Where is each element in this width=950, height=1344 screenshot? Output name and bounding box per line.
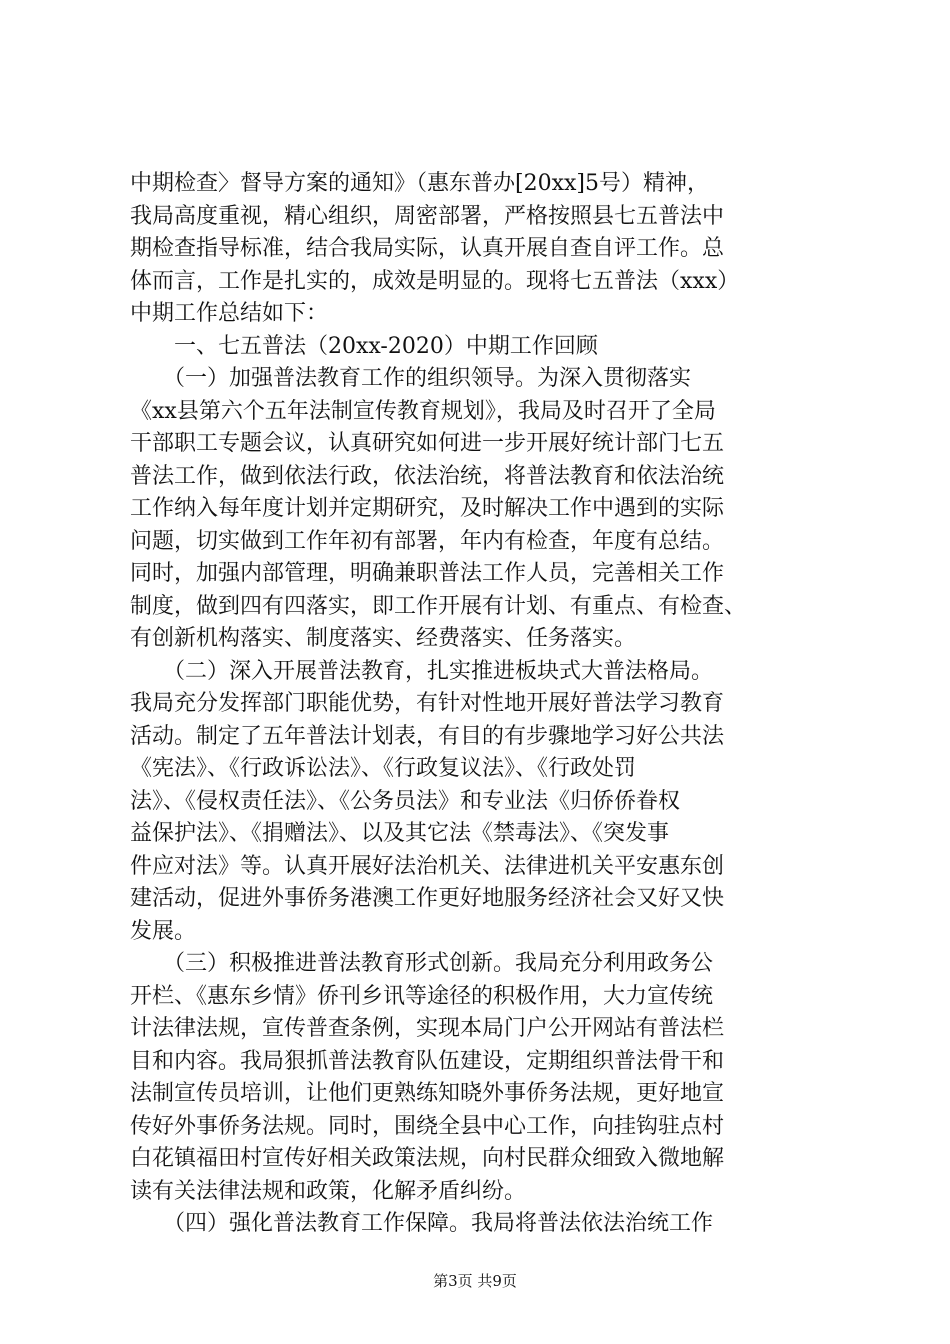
text-line: 传好外事侨务法规。同时，围绕全县中心工作，向挂钩驻点村 [130, 1113, 725, 1139]
text-line: 法制宣传员培训，让他们更熟练知晓外事侨务法规，更好地宣 [130, 1081, 725, 1106]
text-line: 法》、《侵权责任法》、《公务员法》和专业法《归侨侨眷权 [130, 788, 681, 814]
text-line: 中期工作总结如下： [130, 301, 329, 326]
text-line: 件应对法》等。认真开展好法治机关、法律进机关平安惠东创 [130, 853, 725, 879]
text-line: 《xx县第六个五年法制宣传教育规划》，我局及时召开了全局 [130, 398, 716, 424]
text-line: 白花镇福田村宣传好相关政策法规，向村民群众细致入微地解 [130, 1146, 725, 1171]
text-line: （一）加强普法教育工作的组织领导。为深入贯彻落实 [130, 366, 692, 391]
text-line: 发展。 [130, 918, 197, 944]
text-line: 有创新机构落实、制度落实、经费落实、任务落实。 [130, 626, 637, 651]
text-line: 问题，切实做到工作年初有部署，年内有检查，年度有总结。 [130, 528, 725, 554]
text-line: （二）深入开展普法教育，扎实推进板块式大普法格局。 [130, 658, 714, 684]
text-line: 同时，加强内部管理，明确兼职普法工作人员，完善相关工作 [130, 561, 725, 586]
text-line: 体而言，工作是扎实的，成效是明显的。现将七五普法（xxx） [130, 268, 740, 294]
text-line: 读有关法律法规和政策，化解矛盾纠纷。 [130, 1178, 527, 1204]
text-line: 中期检查〉督导方案的通知》（惠东普办[20xx]5号）精神， [130, 171, 709, 196]
text-line: 我局高度重视，精心组织，周密部署，严格按照县七五普法中 [130, 203, 725, 229]
text-line: （四）强化普法教育工作保障。我局将普法依法治统工作 [130, 1211, 714, 1236]
text-line: 建活动，促进外事侨务港澳工作更好地服务经济社会又好又快 [130, 886, 725, 911]
text-line: 活动。制定了五年普法计划表，有目的有步骤地学习好公共法 [130, 723, 725, 749]
text-line: 制度，做到四有四落实，即工作开展有计划、有重点、有检查、 [130, 593, 747, 619]
text-line: 益保护法》、《捐赠法》、以及其它法《禁毒法》、《突发事 [130, 821, 670, 846]
text-line: 我局充分发挥部门职能优势，有针对性地开展好普法学习教育 [130, 691, 725, 716]
text-line: 干部职工专题会议，认真研究如何进一步开展好统计部门七五 [130, 431, 725, 456]
section-heading: 一、七五普法（20xx-2020）中期工作回顾 [130, 333, 598, 359]
text-line: 工作纳入每年度计划并定期研究，及时解决工作中遇到的实际 [130, 496, 725, 521]
text-line: 普法工作，做到依法行政，依法治统，将普法教育和依法治统 [130, 463, 725, 489]
text-line: 开栏、《惠东乡情》侨刊乡讯等途径的积极作用，大力宣传统 [130, 983, 714, 1009]
text-line: 期检查指导标准，结合我局实际，认真开展自查自评工作。总 [130, 236, 725, 261]
text-line: 目和内容。我局狠抓普法教育队伍建设，定期组织普法骨干和 [130, 1048, 725, 1074]
document-body [130, 168, 830, 1241]
page-footer: 第3页 共9页 [433, 1272, 517, 1290]
text-line: 计法律法规，宣传普查条例，实现本局门户公开网站有普法栏 [130, 1016, 725, 1041]
text-line: 《宪法》、《行政诉讼法》、《行政复议法》、《行政处罚 [130, 756, 637, 781]
text-line: （三）积极推进普法教育形式创新。我局充分利用政务公 [130, 951, 714, 976]
